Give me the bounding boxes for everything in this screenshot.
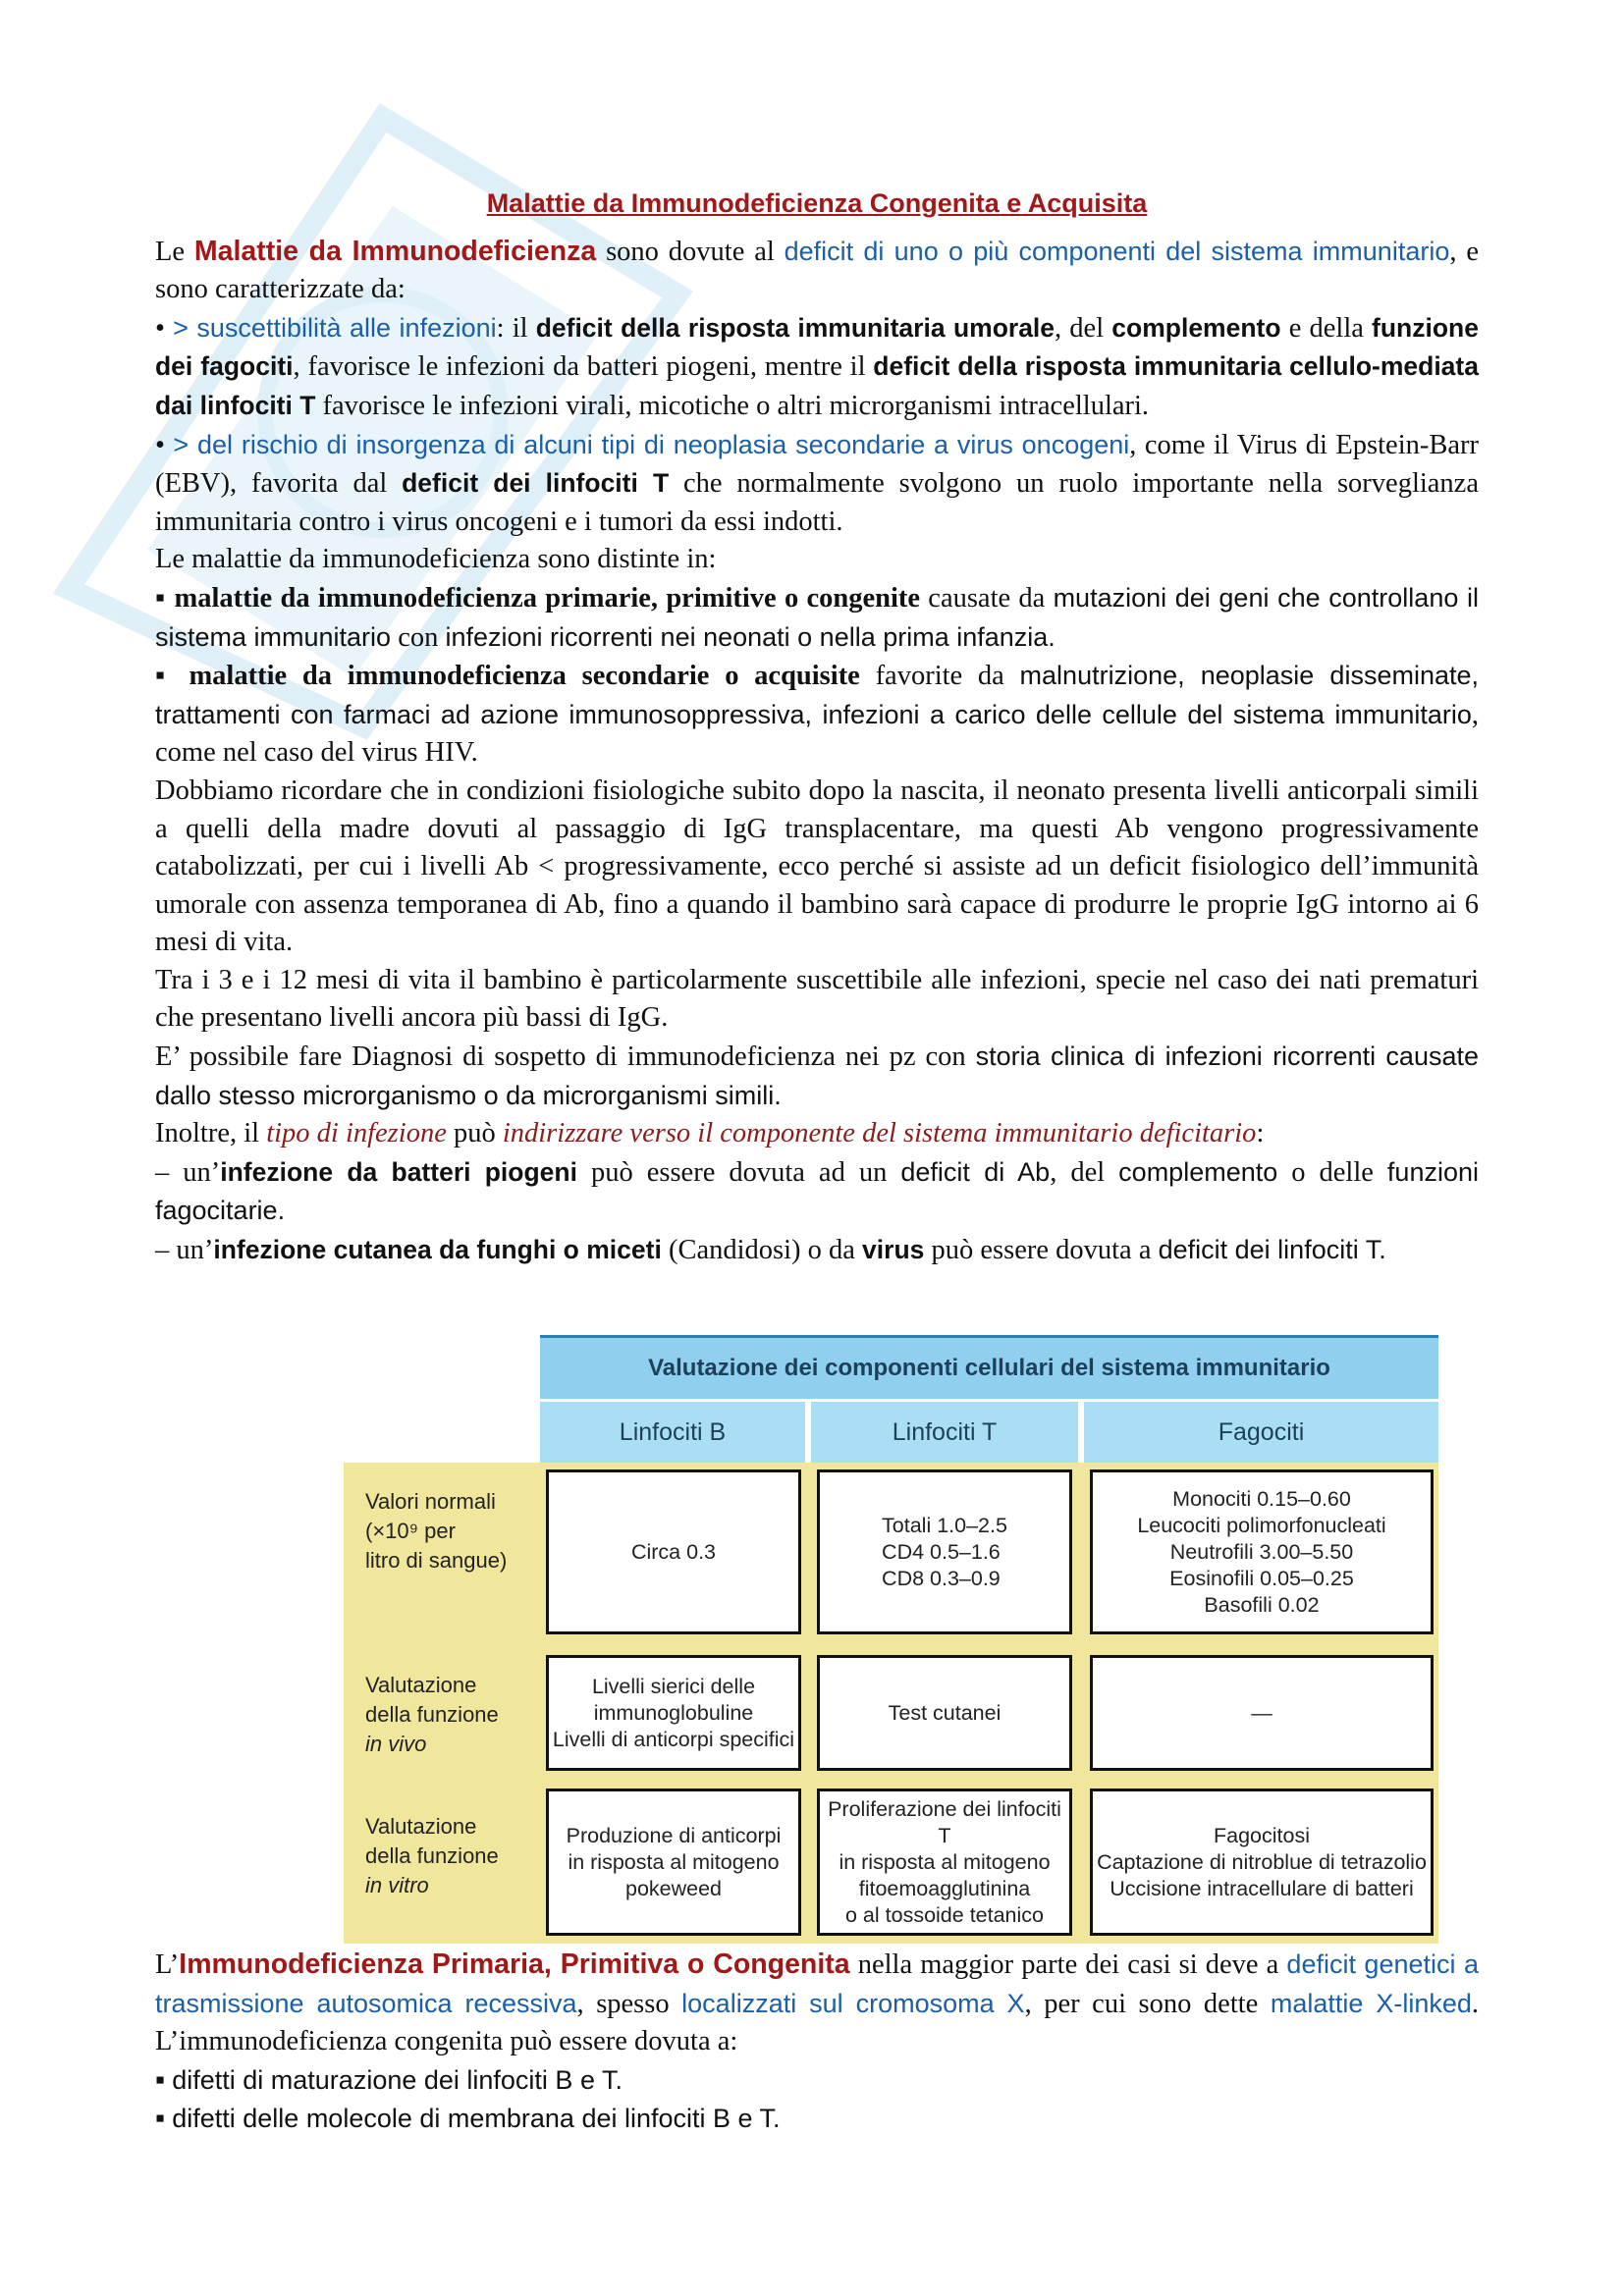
table-caption: Valutazione dei componenti cellulari del sistema immunitario [540, 1335, 1438, 1399]
row-label-in-vivo: Valutazione della funzione in vivo [365, 1673, 499, 1756]
header-linfociti-t: Linfociti T [811, 1402, 1078, 1463]
header-fagociti: Fagociti [1084, 1402, 1438, 1463]
header-linfociti-b: Linfociti B [540, 1402, 805, 1463]
cell-t-in-vivo: Test cutanei [817, 1655, 1072, 1771]
dash-item-piogeni: – un’infezione da batteri piogeni può essere dovuta ad un deficit di Ab, del complemento o delle funzioni fagocitarie. [155, 1156, 1479, 1226]
document-body [155, 185, 1479, 1270]
cell-b-in-vitro: Produzione di anticorpi in risposta al mitogeno pokeweed [546, 1789, 801, 1936]
dash-item-funghi: – un’infezione cutanea da funghi o miceti (Candidosi) o da virus può essere dovuta a deficit dei linfociti T. [155, 1235, 1386, 1266]
row-label-in-vitro: Valutazione della funzione in vitro [365, 1814, 499, 1897]
intro-paragraph: Le Malattie da Immunodeficienza sono dovute al deficit di uno o più componenti del sistema immunitario, e sono caratterizzate da: [155, 235, 1479, 305]
primary-item: ▪ malattie da immunodeficienza primarie, primitive o congenite causate da mutazioni dei geni che controllano il sistema immunitario con infezioni ricorrenti nei neonati o nella prima infanzia. [155, 582, 1479, 653]
cell-phagocytes-in-vitro: Fagocitosi Captazione di nitroblue di tetrazolio Uccisione intracellulare di batteri [1090, 1789, 1434, 1936]
bullet-neoplasia: • > del rischio di insorgenza di alcuni tipi di neoplasia secondarie a virus oncogeni, come il Virus di Epstein-Barr (EBV), favorita dal deficit dei linfociti T che normalmente svolgono un ruolo importante nella sorveglianza immunitaria contro i virus oncogeni e i tumori da essi indotti. [155, 429, 1480, 537]
primary-immunodeficiency-section [155, 1946, 1479, 2139]
cell-t-in-vitro: Proliferazione dei linfociti T in risposta al mitogeno fitoemoagglutinina o al tossoide tetanico [817, 1789, 1072, 1936]
primary-paragraph: L’Immunodeficienza Primaria, Primitiva o Congenita nella maggior parte dei casi si deve a deficit genetici a trasmissione autosomica recessiva, spesso localizzati sul cromosoma X, per cui sono dette malattie X-linked. L’immunodeficienza congenita può essere dovuta a: [155, 1949, 1479, 2057]
defect-item-membrane: ▪ difetti delle molecole di membrana dei linfociti B e T. [155, 2104, 781, 2135]
cell-phagocytes-in-vivo: — [1090, 1655, 1434, 1771]
newborn-paragraph: Dobbiamo ricordare che in condizioni fisiologiche subito dopo la nascita, il neonato presenta livelli anticorpali simili a quelli della madre dovuti al passaggio di IgG transplacentare, ma questi Ab vengono progressivamente catabolizzati, per cui i livelli Ab < progressivamente, ecco perché si assiste ad un deficit fisiologico dell’immunità umorale con assenza temporanea di Ab, fino a quando il bambino sarà capace di produrre le proprie IgG intorno ai 6 mesi di vita. [155, 774, 1479, 958]
cell-t-normal: Totali 1.0–2.5 CD4 0.5–1.6 CD8 0.3–0.9 [817, 1469, 1072, 1634]
defect-item-maturation: ▪ difetti di maturazione dei linfociti B e T. [155, 2064, 623, 2096]
months-paragraph: Tra i 3 e i 12 mesi di vita il bambino è particolarmente suscettibile alle infezioni, specie nel caso dei nati prematuri che presentano livelli ancora più bassi di IgG. [155, 964, 1479, 1034]
bullet-infections: • > suscettibilità alle infezioni: il deficit della risposta immunitaria umorale, del complemento e della funzione dei fagociti, favorisce le infezioni da batteri piogeni, mentre il deficit della risposta immunitaria cellulo-mediata dai linfociti T favorisce le infezioni virali, micotiche o altri microrganismi intracellulari. [155, 312, 1479, 421]
distinct-line: Le malattie da immunodeficienza sono distinte in: [155, 544, 717, 575]
cell-b-normal: Circa 0.3 [546, 1469, 801, 1634]
immune-evaluation-table [344, 1335, 1438, 1944]
cell-b-in-vivo: Livelli sierici delle immunoglobuline Livelli di anticorpi specifici [546, 1655, 801, 1771]
cell-phagocytes-normal: Monociti 0.15–0.60 Leucociti polimorfonucleati Neutrofili 3.00–5.50 Eosinofili 0.05–0.25 Basofili 0.02 [1090, 1469, 1434, 1634]
page-title: Malattie da Immunodeficienza Congenita e Acquisita [486, 188, 1148, 218]
row-label-normal-values: Valori normali (×10⁹ per litro di sangue) [365, 1489, 508, 1573]
secondary-item: ▪ malattie da immunodeficienza secondarie o acquisite favorite da malnutrizione, neoplasie disseminate, trattamenti con farmaci ad azione immunosoppressiva, infezioni a carico delle cellule del sistema immunitario, come nel caso del virus HIV. [155, 661, 1479, 769]
diagnosis-paragraph: E’ possibile fare Diagnosi di sospetto di immunodeficienza nei pz con storia clinica di infezioni ricorrenti causate dallo stesso microrganismo o da microrganismi simili. [155, 1041, 1479, 1110]
infection-type-paragraph: Inoltre, il tipo di infezione può indirizzare verso il componente del sistema immunitario deficitario: [155, 1118, 1265, 1149]
